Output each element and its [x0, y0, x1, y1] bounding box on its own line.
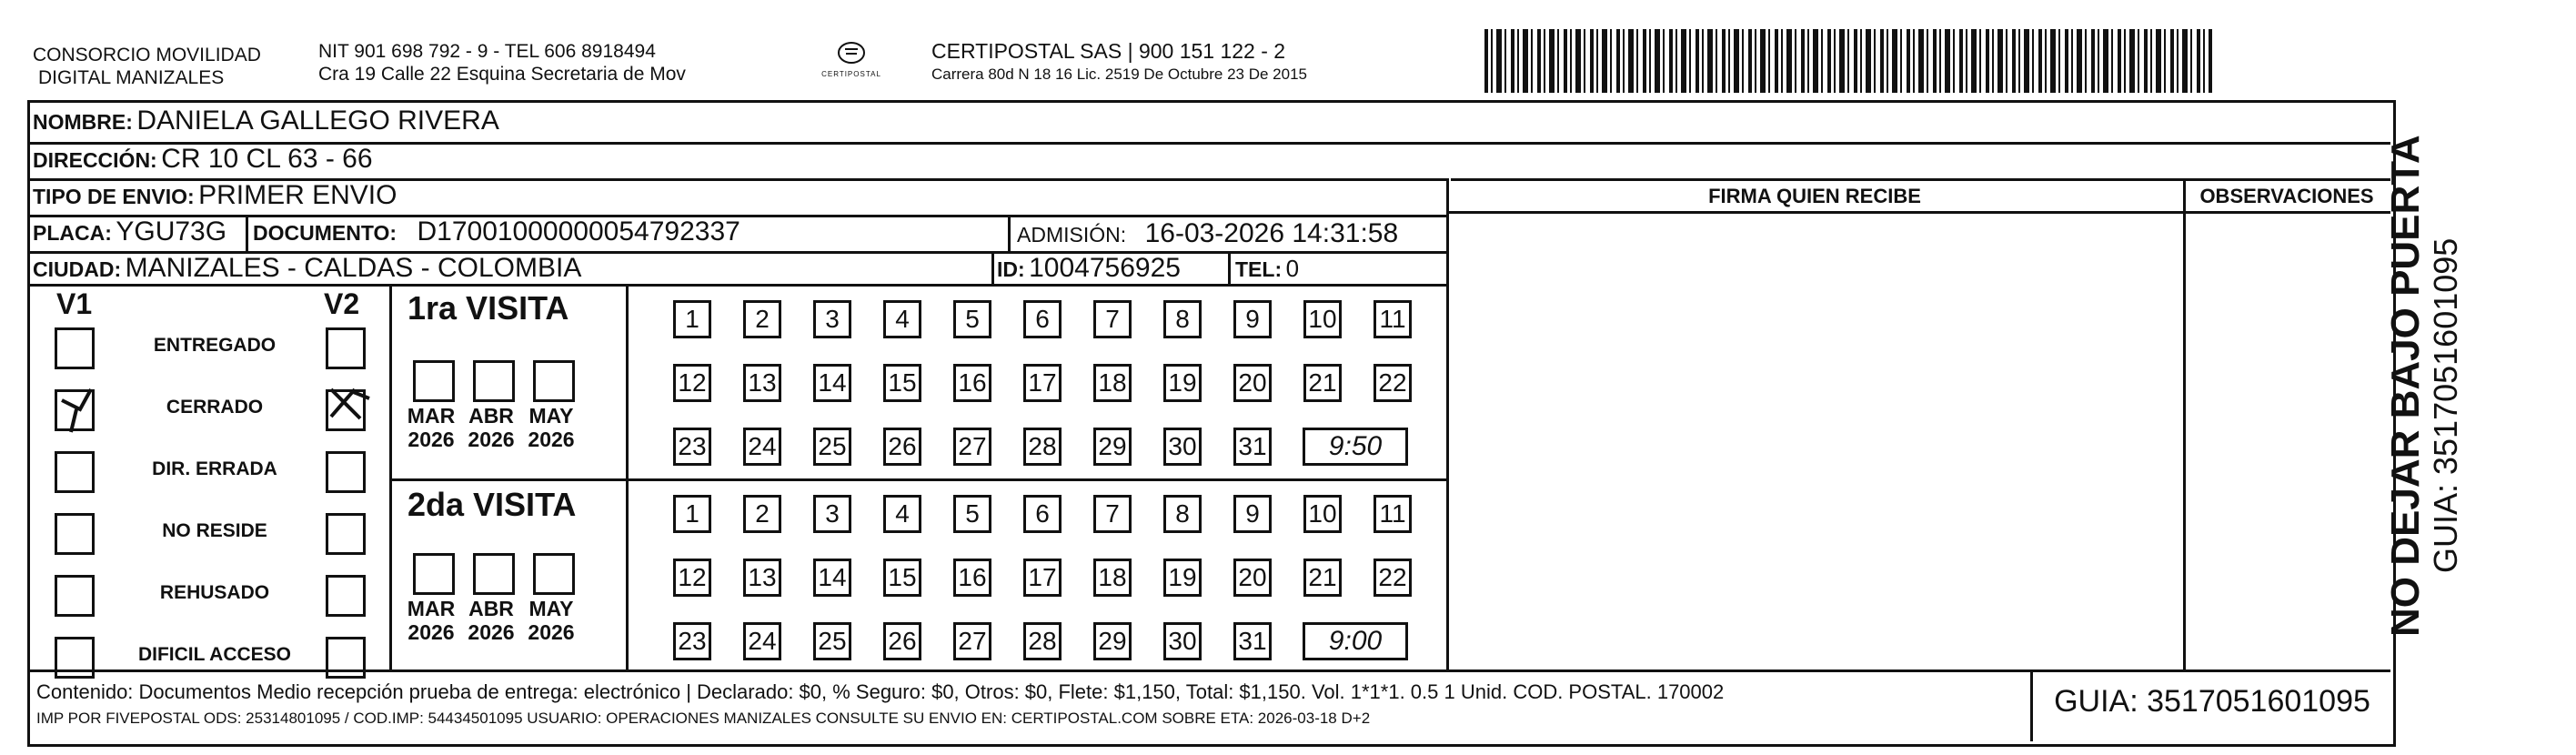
second-visit-month-box-may[interactable] — [533, 553, 575, 595]
plate-label: PLACA: — [33, 221, 112, 245]
first-visit-day-3[interactable]: 3 — [813, 300, 851, 338]
send-type-label: TIPO DE ENVIO: — [33, 185, 195, 208]
guia-divider — [2030, 669, 2033, 741]
second-visit-day-19[interactable]: 19 — [1163, 559, 1202, 597]
barcode — [1484, 29, 2212, 93]
document-field — [253, 216, 740, 247]
row-divider — [27, 284, 1446, 287]
address-line: Cra 19 Calle 22 Esquina Secretaria de Mov — [318, 64, 686, 85]
second-visit-time-box[interactable]: 9:00 — [1303, 622, 1408, 660]
v2-checkbox-rehusado[interactable] — [326, 575, 366, 617]
logo-icon — [833, 40, 870, 65]
first-visit-day-16[interactable]: 16 — [953, 364, 991, 402]
second-visit-day-6[interactable]: 6 — [1023, 495, 1062, 533]
second-visit-day-3[interactable]: 3 — [813, 495, 851, 533]
second-visit-day-20[interactable]: 20 — [1233, 559, 1272, 597]
first-visit-day-19[interactable]: 19 — [1163, 364, 1202, 402]
firma-label: FIRMA QUIEN RECIBE — [1708, 185, 1921, 207]
second-visit-day-27[interactable]: 27 — [953, 622, 991, 660]
status-label-entregado: ENTREGADO — [153, 335, 277, 356]
first-visit-day-13[interactable]: 13 — [743, 364, 781, 402]
second-visit-month-year: 2026 — [468, 620, 515, 644]
v2-label: V2 — [324, 287, 360, 320]
row-divider — [27, 142, 2390, 145]
second-visit-day-31[interactable]: 31 — [1233, 622, 1272, 660]
first-visit-day-21[interactable]: 21 — [1303, 364, 1342, 402]
first-visit-day-15[interactable]: 15 — [883, 364, 921, 402]
second-visit-month-box-abr[interactable] — [473, 553, 515, 595]
second-visit-month-year: 2026 — [408, 620, 455, 644]
side-guia: GUIA: 3517051601095 — [2427, 237, 2464, 573]
second-visit-day-4[interactable]: 4 — [883, 495, 921, 533]
v2-checkbox-no-reside[interactable] — [326, 513, 366, 555]
second-visit-day-30[interactable]: 30 — [1163, 622, 1202, 660]
address-value: CR 10 CL 63 - 66 — [161, 144, 373, 174]
observaciones-label: OBSERVACIONES — [2199, 185, 2374, 207]
first-visit-month-label-abr — [464, 404, 518, 451]
nit-line: NIT 901 698 792 - 9 - TEL 606 8918494 — [318, 41, 656, 62]
first-visit-day-23[interactable]: 23 — [673, 428, 711, 466]
first-visit-month-year: 2026 — [408, 428, 455, 451]
second-visit-day-22[interactable]: 22 — [1374, 559, 1412, 597]
second-visit-label: 2da VISITA — [408, 486, 577, 523]
observations-field[interactable] — [2186, 214, 2388, 669]
admission-value: 16-03-2026 14:31:58 — [1144, 218, 1399, 248]
id-value: 1004756925 — [1029, 253, 1181, 283]
content-line: Contenido: Documentos Medio recepción prueba de entrega: electrónico | Declarado: $0, % Seguro: $0, Otros: $0, Flete: $1,150, Total: $1,150. Vol. 1*1*1. 0.5 1 Unid. COD. POSTAL. 170002 — [36, 680, 1725, 703]
second-visit-month-name: MAR — [407, 597, 456, 620]
first-visit-day-20[interactable]: 20 — [1233, 364, 1272, 402]
tel-label: TEL: — [1235, 257, 1283, 281]
first-visit-month-year: 2026 — [528, 428, 575, 451]
guia-box: GUIA: 3517051601095 — [2054, 684, 2370, 719]
admission-label: ADMISIÓN: — [1017, 223, 1127, 247]
first-visit-day-6[interactable]: 6 — [1023, 300, 1062, 338]
second-visit-day-8[interactable]: 8 — [1163, 495, 1202, 533]
second-visit-day-10[interactable]: 10 — [1303, 495, 1342, 533]
first-visit-day-30[interactable]: 30 — [1163, 428, 1202, 466]
first-visit-day-24[interactable]: 24 — [743, 428, 781, 466]
second-visit-day-23[interactable]: 23 — [673, 622, 711, 660]
second-visit-day-12[interactable]: 12 — [673, 559, 711, 597]
check-mark-v2-cerrado — [324, 380, 387, 435]
first-visit-day-29[interactable]: 29 — [1093, 428, 1132, 466]
second-visit-day-16[interactable]: 16 — [953, 559, 991, 597]
v1-checkbox-dificil-acceso[interactable] — [55, 637, 95, 679]
cell-divider — [1228, 251, 1231, 284]
first-visit-month-name: MAR — [407, 404, 456, 428]
first-visit-day-14[interactable]: 14 — [813, 364, 851, 402]
first-visit-day-18[interactable]: 18 — [1093, 364, 1132, 402]
first-visit-day-8[interactable]: 8 — [1163, 300, 1202, 338]
id-field — [997, 253, 1181, 284]
second-visit-month-name: ABR — [468, 597, 514, 620]
check-mark-v1-cerrado — [53, 382, 107, 437]
second-visit-month-label-mar — [404, 597, 458, 644]
first-visit-month-box-mar[interactable] — [413, 360, 455, 402]
first-visit-day-7[interactable]: 7 — [1093, 300, 1132, 338]
second-visit-month-box-mar[interactable] — [413, 553, 455, 595]
second-visit-day-9[interactable]: 9 — [1233, 495, 1272, 533]
first-visit-day-5[interactable]: 5 — [953, 300, 991, 338]
second-visit-day-17[interactable]: 17 — [1023, 559, 1062, 597]
panel-divider — [389, 284, 392, 669]
no-dejar-notice: NO DEJAR BAJO PUERTA — [2383, 135, 2428, 637]
row-divider — [1451, 178, 2390, 181]
second-visit-day-14[interactable]: 14 — [813, 559, 851, 597]
tel-field — [1235, 255, 1299, 283]
first-visit-month-year: 2026 — [468, 428, 515, 451]
first-visit-label: 1ra VISITA — [408, 289, 569, 327]
first-visit-day-2[interactable]: 2 — [743, 300, 781, 338]
first-visit-day-28[interactable]: 28 — [1023, 428, 1062, 466]
signature-field[interactable] — [1449, 214, 2181, 669]
first-visit-day-31[interactable]: 31 — [1233, 428, 1272, 466]
second-visit-month-year: 2026 — [528, 620, 575, 644]
document-value: D17001000000054792337 — [417, 216, 740, 247]
certipostal-logo — [815, 40, 888, 89]
first-visit-day-10[interactable]: 10 — [1303, 300, 1342, 338]
v1-checkbox-no-reside[interactable] — [55, 513, 95, 555]
first-visit-day-4[interactable]: 4 — [883, 300, 921, 338]
second-visit-month-name: MAY — [528, 597, 574, 620]
send-type-field — [33, 180, 397, 211]
city-field — [33, 253, 581, 284]
address-label: DIRECCIÓN: — [33, 148, 157, 172]
v2-checkbox-entregado[interactable] — [326, 327, 366, 369]
second-visit-day-29[interactable]: 29 — [1093, 622, 1132, 660]
first-visit-day-17[interactable]: 17 — [1023, 364, 1062, 402]
status-label-dir-errada: DIR. ERRADA — [152, 458, 277, 479]
first-visit-day-11[interactable]: 11 — [1374, 300, 1412, 338]
send-type-value: PRIMER ENVIO — [198, 180, 397, 210]
first-visit-time-box[interactable]: 9:50 — [1303, 428, 1408, 466]
first-visit-day-1[interactable]: 1 — [673, 300, 711, 338]
carrier-info — [931, 40, 1307, 86]
first-visit-month-name: MAY — [528, 404, 574, 428]
company-name — [33, 44, 261, 89]
first-visit-month-label-mar — [404, 404, 458, 451]
second-visit-day-11[interactable]: 11 — [1374, 495, 1412, 533]
tel-value: 0 — [1285, 255, 1300, 282]
second-visit-day-5[interactable]: 5 — [953, 495, 991, 533]
name-label: NOMBRE: — [33, 110, 133, 134]
first-visit-day-25[interactable]: 25 — [813, 428, 851, 466]
status-label-cerrado: CERRADO — [166, 397, 264, 418]
second-visit-day-25[interactable]: 25 — [813, 622, 851, 660]
status-label-dificil-acceso: DIFICIL ACCESO — [137, 644, 291, 665]
carrier-line1: CERTIPOSTAL SAS | 900 151 122 - 2 — [931, 39, 1286, 63]
first-visit-month-box-may[interactable] — [533, 360, 575, 402]
second-visit-day-2[interactable]: 2 — [743, 495, 781, 533]
first-visit-day-26[interactable]: 26 — [883, 428, 921, 466]
company-line2: DIGITAL MANIZALES — [38, 67, 225, 88]
second-visit-day-1[interactable]: 1 — [673, 495, 711, 533]
v2-checkbox-dificil-acceso[interactable] — [326, 637, 366, 679]
logo-text: CERTIPOSTAL — [821, 70, 881, 78]
cell-divider — [991, 251, 994, 284]
second-visit-day-15[interactable]: 15 — [883, 559, 921, 597]
company-nit — [318, 40, 686, 86]
city-value: MANIZALES - CALDAS - COLOMBIA — [125, 253, 582, 283]
print-line: IMP POR FIVEPOSTAL ODS: 25314801095 / COD.IMP: 54434501095 USUARIO: OPERACIONES MANIZALES CONSULTE SU ENVIO EN: CERTIPOSTAL.COM SOBRE ETA: 2026-03-18 D+2 — [36, 710, 1371, 727]
panel-divider — [389, 478, 1446, 481]
first-visit-month-box-abr[interactable] — [473, 360, 515, 402]
status-label-rehusado: REHUSADO — [159, 582, 270, 603]
city-label: CIUDAD: — [33, 257, 122, 281]
footer-divider — [27, 669, 2390, 672]
second-visit-month-label-abr — [464, 597, 518, 644]
cell-divider — [246, 215, 248, 251]
first-visit-month-label-may — [524, 404, 579, 451]
name-field — [33, 106, 499, 136]
v1-label: V1 — [56, 287, 93, 320]
second-visit-month-label-may — [524, 597, 579, 644]
second-visit-day-28[interactable]: 28 — [1023, 622, 1062, 660]
id-label: ID: — [997, 257, 1025, 281]
plate-value: YGU73G — [116, 216, 227, 247]
second-visit-day-18[interactable]: 18 — [1093, 559, 1132, 597]
first-visit-month-name: ABR — [468, 404, 514, 428]
first-visit-day-27[interactable]: 27 — [953, 428, 991, 466]
cell-divider — [1008, 215, 1011, 251]
second-visit-day-7[interactable]: 7 — [1093, 495, 1132, 533]
address-field — [33, 144, 373, 175]
v1-checkbox-entregado[interactable] — [55, 327, 95, 369]
second-visit-day-26[interactable]: 26 — [883, 622, 921, 660]
v1-checkbox-rehusado[interactable] — [55, 575, 95, 617]
panel-divider — [626, 284, 629, 669]
admission-field — [1017, 218, 1398, 249]
second-visit-day-13[interactable]: 13 — [743, 559, 781, 597]
status-label-no-reside: NO RESIDE — [162, 520, 267, 541]
first-visit-day-22[interactable]: 22 — [1374, 364, 1412, 402]
v1-checkbox-dir-errada[interactable] — [55, 451, 95, 493]
v2-checkbox-dir-errada[interactable] — [326, 451, 366, 493]
carrier-line2: Carrera 80d N 18 16 Lic. 2519 De Octubre 23 De 2015 — [931, 65, 1307, 83]
second-visit-day-21[interactable]: 21 — [1303, 559, 1342, 597]
first-visit-day-9[interactable]: 9 — [1233, 300, 1272, 338]
first-visit-day-12[interactable]: 12 — [673, 364, 711, 402]
plate-field — [33, 216, 226, 247]
name-value: DANIELA GALLEGO RIVERA — [136, 106, 499, 136]
second-visit-day-24[interactable]: 24 — [743, 622, 781, 660]
company-line1: CONSORCIO MOVILIDAD — [33, 45, 261, 65]
document-label: DOCUMENTO: — [253, 221, 397, 245]
